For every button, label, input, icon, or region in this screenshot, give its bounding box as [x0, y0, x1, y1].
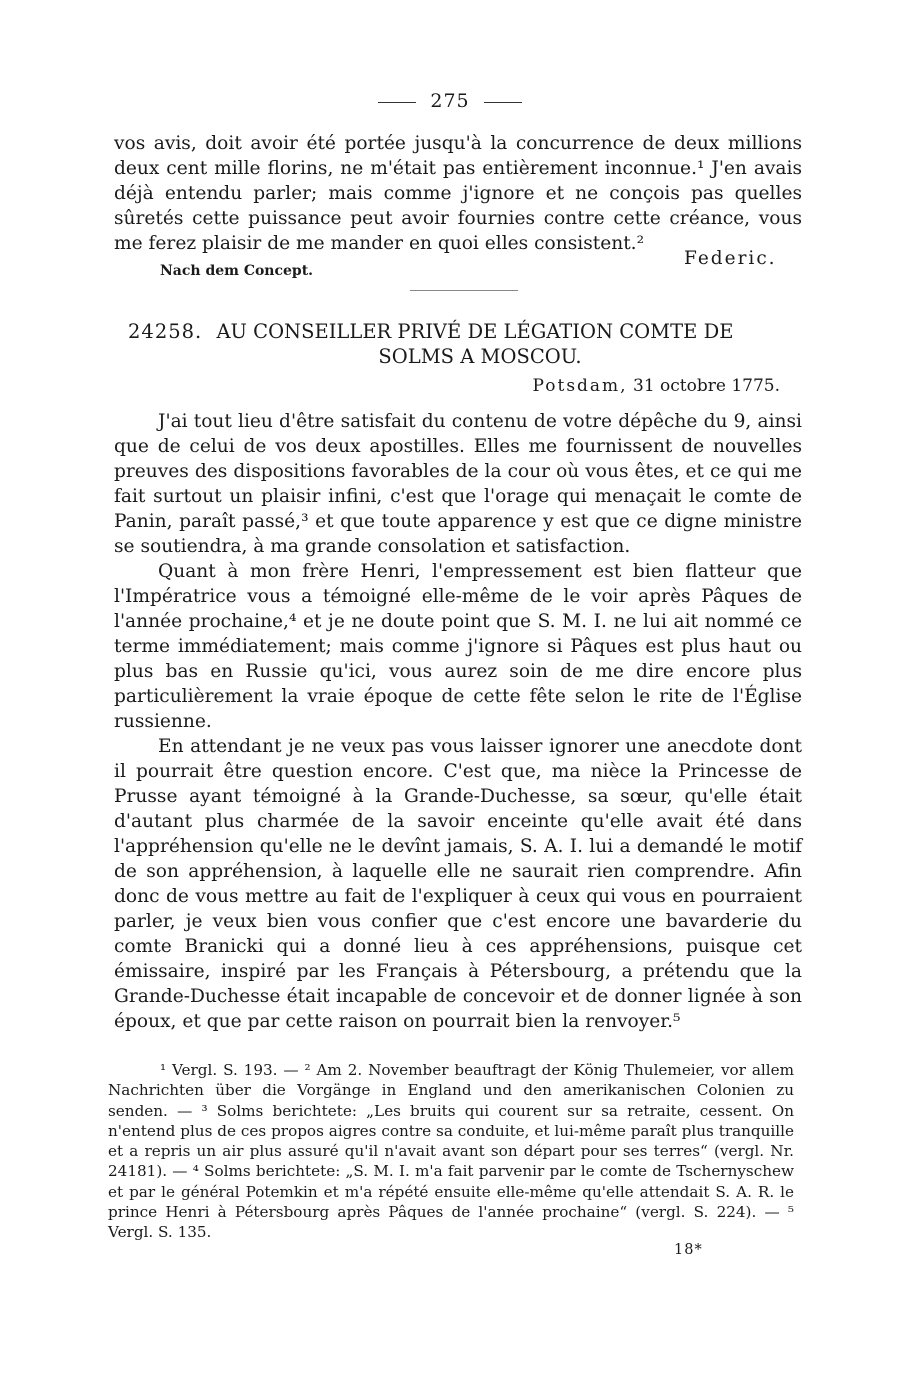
letter-paragraph-1: J'ai tout lieu d'être satisfait du contenu de votre dépêche du 9, ainsi que de celui de vos deux apostilles. Elles me fournissent de nouvelles preuves des dispositions favorables de la cour où vous êtes, et ce qui me fait surtout un plaisir infini, c'est que l'orage qui menaçait le comte de Panin, paraît passé,³ et que toute apparence y est que ce digne ministre se soutiendra, à ma grande consolation et satisfaction. [114, 411, 802, 557]
dateline [0, 376, 780, 396]
footnotes-text: ¹ Vergl. S. 193. — ² Am 2. November beauftragt der König Thulemeier, vor allem Nachrichten über die Vorgänge in England und den amerikanischen Colonien zu senden. — ³ Solms berichtete: „Les bruits qui courent sur sa retraite, cessent. On n'entend plus de ces propos aigres contre sa conduite, et lui-même paraît plus tranquille et a repris un air plus assuré qu'il n'avait avant son départ pour ses terres“ (vergl. Nr. 24181). — ⁴ Solms berichtete: „S. M. I. m'a fait parvenir par le comte de Tschernyschew et par le général Potemkin et m'a répété ensuite elle-même qu'elle attendait S. A. R. le prince Henri à Pétersbourg après Pâques de l'année prochaine“ (vergl. S. 224). — ⁵ Vergl. S. 135. [108, 1061, 794, 1242]
continued-paragraph: vos avis, doit avoir été portée jusqu'à la concurrence de deux millions deux cent mille florins, ne m'était pas entièrement inconnue.¹ J'en avais déjà entendu parler; mais comme j'ignore et ne conçois pas quelles sûretés cette puissance peut avoir fournies contre cette créance, vous me ferez plaisir de me mander en quoi elles consistent.² [114, 133, 802, 254]
header-dash-left [378, 102, 416, 103]
signature-mark: 18* [674, 1242, 703, 1258]
dateline-place: Potsdam, [532, 376, 628, 396]
letter-paragraph-2: Quant à mon frère Henri, l'empressement est bien flatteur que l'Impératrice vous a témoigné elle-même de le voir après Pâques de l'année prochaine,⁴ et je ne doute point que S. M. I. ne lui ait nommé ce terme immédiatement; mais comme j'ignore si Pâques est plus haut ou plus bas en Russie qu'ici, vous aurez soin de me dire encore plus particulièrement la vraie époque de cette fête selon le rite de l'Église russienne. [114, 561, 802, 732]
letter-heading-line2: SOLMS A MOSCOU. [378, 345, 582, 368]
letter-heading [128, 319, 808, 369]
letter-number: 24258. [128, 320, 203, 343]
dateline-date: 31 octobre 1775. [633, 376, 780, 396]
letter-paragraph-3: En attendant je ne veux pas vous laisser ignorer une anecdote dont il pourrait être question encore. C'est que, ma nièce la Princesse de Prusse ayant témoigné à la Grande-Duchesse, sa sœur, qu'elle était d'autant plus charmée de la savoir enceinte qu'elle avait été dans l'appréhension qu'elle ne le devînt jamais, S. A. I. lui a demandé le motif de son appréhension, à laquelle elle ne saurait rien comprendre. Afin donc de vous mettre au fait de l'expliquer à ceux qui vous en pourraient parler, je veux bien vous confier que c'est encore une bavarderie du comte Branicki qui a donné lieu à ces appréhensions, puisque cet émissaire, inspiré par les Français à Pétersbourg, a prétendu que la Grande-Duchesse était incapable de concevoir et de donner lignée à son époux, et que par cette raison on pourrait bien la renvoyer.⁵ [114, 736, 802, 1032]
footnotes [108, 1060, 794, 1243]
letter-body [114, 409, 802, 1034]
page-number-header [0, 90, 900, 112]
source-note: Nach dem Concept. [160, 263, 314, 279]
signature: Federic. [684, 248, 777, 269]
section-divider [410, 290, 518, 291]
page-number: 275 [430, 90, 470, 112]
header-dash-right [484, 102, 522, 103]
letter-heading-line1: AU CONSEILLER PRIVÉ DE LÉGATION COMTE DE [216, 320, 734, 343]
